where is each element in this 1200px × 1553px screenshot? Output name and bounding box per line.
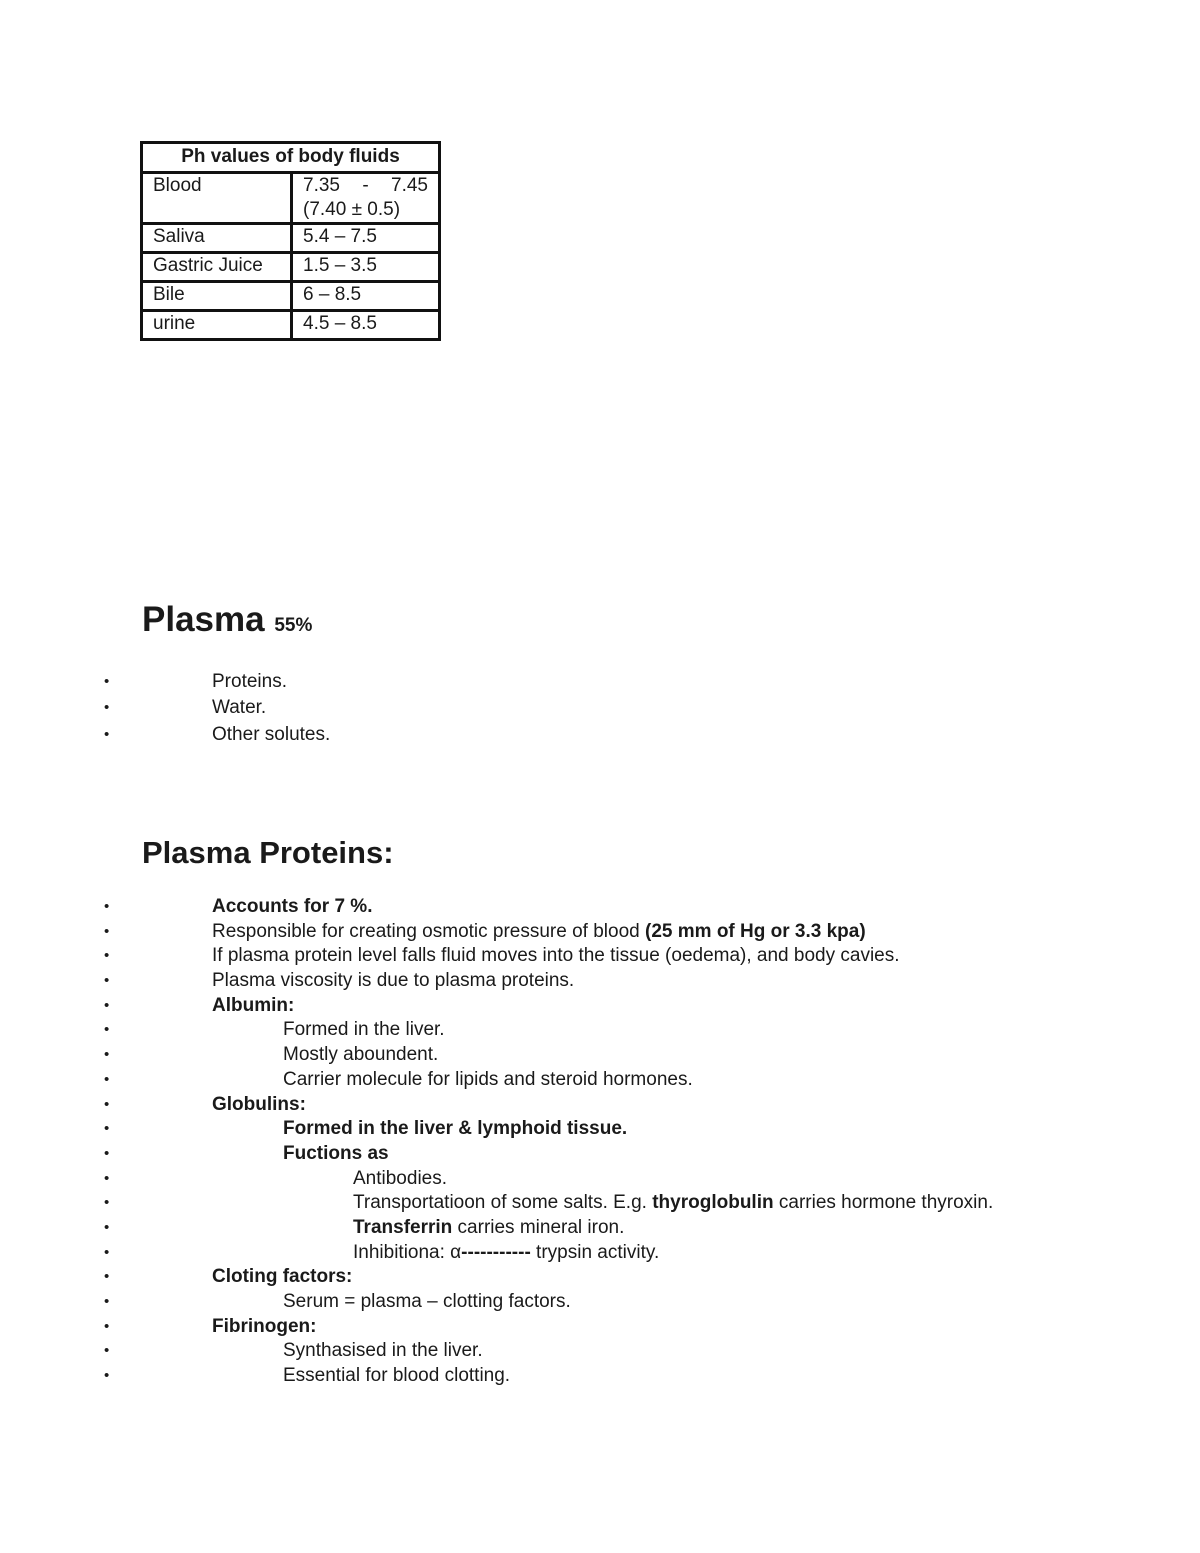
bullet: • — [104, 725, 110, 743]
text: carries mineral iron. — [452, 1216, 625, 1238]
text: Inhibitiona: α — [353, 1241, 462, 1263]
fluid-name: Saliva — [142, 224, 292, 253]
list-item-text — [283, 1117, 627, 1142]
bullet: • — [104, 1317, 110, 1335]
table-row — [142, 282, 440, 311]
bullet: • — [104, 1342, 110, 1360]
list-item-text — [353, 1216, 624, 1241]
bold-text: ----------- — [461, 1241, 531, 1263]
bullet: • — [104, 1120, 110, 1138]
ph-range: 4.5 – 8.5 — [292, 311, 440, 340]
list-item-text — [212, 994, 294, 1019]
list-item-text — [353, 1167, 447, 1192]
bullet: • — [104, 1046, 110, 1064]
bullet: • — [104, 1144, 110, 1162]
table-row — [142, 173, 440, 224]
bold-text: Fuctions as — [283, 1142, 389, 1164]
bullet: • — [104, 1243, 110, 1261]
bullet: • — [104, 972, 110, 990]
plasma-heading-text: Plasma — [142, 600, 265, 639]
fluid-name: urine — [142, 311, 292, 340]
ph-range-note: (7.40 ± 0.5) — [303, 199, 401, 220]
list-item-text — [283, 1364, 510, 1389]
bold-text: thyroglobulin — [652, 1192, 774, 1214]
list-item-text — [283, 1142, 389, 1167]
text: If plasma protein level falls fluid moves into the tissue (oedema), and body cavies. — [212, 945, 900, 967]
list-item-text — [283, 1018, 445, 1043]
bullet: • — [104, 1268, 110, 1286]
fluid-name: Gastric Juice — [142, 253, 292, 282]
table-row — [142, 253, 440, 282]
text: Antibodies. — [353, 1167, 448, 1189]
bullet: • — [104, 699, 110, 717]
bullet: • — [104, 947, 110, 965]
bold-text: Fibrinogen: — [212, 1315, 317, 1337]
ph-range-high: 7.45 — [391, 175, 428, 196]
ph-range-low: 7.35 — [303, 175, 340, 196]
list-item-text — [212, 1265, 352, 1290]
text: Synthasised in the liver. — [283, 1340, 483, 1362]
bold-text: (25 mm of Hg or 3.3 kpa) — [645, 920, 866, 942]
ph-values-table — [140, 141, 441, 341]
list-item-text — [283, 1290, 571, 1315]
bullet: • — [104, 1021, 110, 1039]
bullet: • — [104, 1218, 110, 1236]
bullet: • — [104, 1169, 110, 1187]
bold-text: Globulins: — [212, 1093, 306, 1115]
bullet: • — [104, 1293, 110, 1310]
text: Formed in the liver. — [283, 1019, 445, 1041]
text: Carrier molecule for lipids and steroid hormones. — [283, 1068, 693, 1090]
ph-range-separator: - — [362, 175, 369, 196]
list-item-text: Water. — [212, 697, 267, 719]
bold-text: Formed in the liver & lymphoid tissue. — [283, 1118, 628, 1140]
bullet: • — [104, 996, 110, 1014]
list-item-text: Other solutes. — [212, 723, 331, 745]
list-item-text — [283, 1068, 693, 1093]
list-item-text — [283, 1339, 483, 1364]
list-item-text — [212, 920, 866, 945]
list-item-text — [353, 1191, 993, 1216]
text: carries hormone thyroxin. — [773, 1192, 994, 1214]
text: Transportatioon of some salts. E.g. — [353, 1192, 653, 1214]
ph-range: 1.5 – 3.5 — [292, 253, 440, 282]
plasma-heading — [142, 600, 312, 640]
plasma-proteins-heading: Plasma Proteins: — [142, 835, 394, 870]
list-item-text — [353, 1241, 659, 1266]
bullet: • — [104, 1095, 110, 1113]
list-item-text — [212, 944, 900, 969]
bold-text: Transferrin — [353, 1216, 453, 1238]
list-item-text: Proteins. — [212, 671, 287, 692]
list-item-text — [212, 969, 574, 994]
text: Plasma viscosity is due to plasma proteins. — [212, 970, 575, 992]
text: Serum = plasma – clotting factors. — [283, 1291, 571, 1312]
bullet: • — [104, 1070, 110, 1088]
text: Mostly aboundent. — [283, 1044, 439, 1066]
bullet: • — [104, 898, 110, 915]
ph-range: 6 – 8.5 — [292, 282, 440, 311]
plasma-percent: 55% — [274, 615, 313, 636]
ph-range: 5.4 – 7.5 — [292, 224, 440, 253]
ph-range — [292, 173, 440, 224]
fluid-name: Blood — [142, 173, 292, 224]
bold-text: Cloting factors: — [212, 1266, 353, 1288]
bullet: • — [104, 673, 110, 690]
bullet: • — [104, 922, 110, 940]
table-row — [142, 224, 440, 253]
list-item-text — [212, 1315, 316, 1340]
bold-text: Albumin: — [212, 994, 295, 1016]
bold-text: Accounts for 7 %. — [212, 896, 373, 917]
list-item-text — [212, 1093, 306, 1118]
bullet: • — [104, 1194, 110, 1212]
text: Responsible for creating osmotic pressure of blood — [212, 920, 646, 942]
table-row — [142, 311, 440, 340]
list-item-text — [283, 1043, 438, 1068]
list-item-text — [212, 895, 372, 920]
text: trypsin activity. — [530, 1241, 660, 1263]
fluid-name: Bile — [142, 282, 292, 311]
text: Essential for blood clotting. — [283, 1365, 511, 1387]
bullet: • — [104, 1367, 110, 1385]
table-title: Ph values of body fluids — [142, 143, 440, 173]
